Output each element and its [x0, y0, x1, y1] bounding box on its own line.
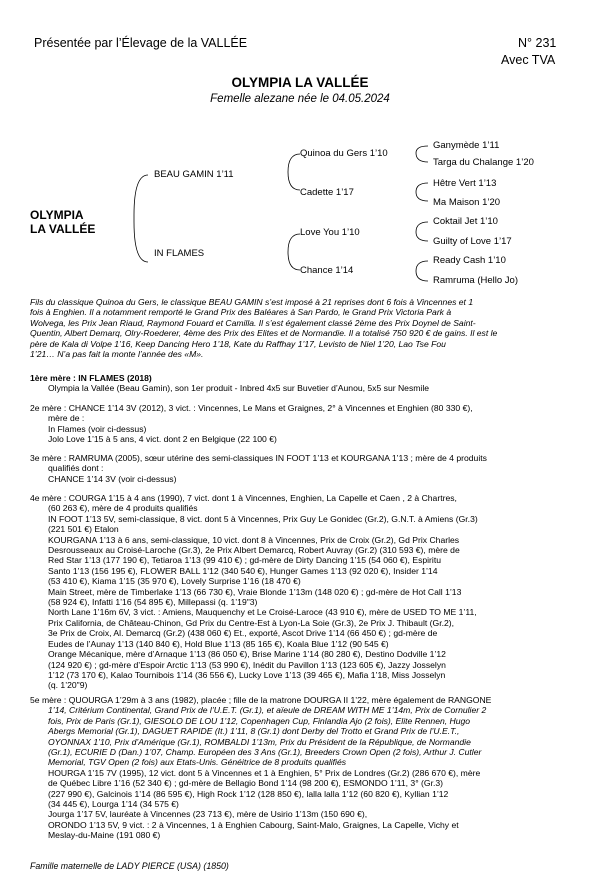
pedigree-dam-dam: Chance 1’14	[300, 265, 354, 276]
section-line: (Gr.1), ECURIE D (Dan.) 1’07, Champ. Européen des 3 Ans (Gr.1), Breeders Crown Open (2 fois), Arthur J. Cutler	[48, 747, 482, 758]
section-line: (53 410 €), Kiama 1’15 (35 970 €), Lovely Surprise 1’16 (18 470 €)	[48, 576, 301, 587]
pedigree-sire: BEAU GAMIN 1’11	[154, 169, 234, 180]
intro-line: Quentin, Albert Demarq, Olry-Roederer, 4ème des Prix des Elites et de Normandie. Il a totalisé 750 920 € de gains. Il est le	[30, 328, 498, 339]
intro-line: père de Kala di Volpe 1’16, Keep Dancing Hero 1’18, Kate du Raffhay 1’17, Levisto de Niel 1’20, Lao Tse Fou	[30, 338, 446, 349]
first-dam-produce: Olympia la Vallée (Beau Gamin), son 1er produit - Inbred 4x5 sur Buvetier d’Aunou, 5x5 sur Nesmile	[48, 383, 430, 394]
section-line: qualifiés dont :	[48, 463, 104, 474]
pedigree-g7: Ready Cash 1’10	[433, 255, 506, 266]
third-dam-produce: CHANCE 1’14 3V (voir ci-dessus)	[48, 473, 177, 484]
section-line: Desrousseaux au Croisé-Laroche (Gr.3), 2e Prix Albert Demarcq, Robert Auvray (Gr.2) (310 593 €), mère de	[48, 545, 460, 556]
second-dam-heading: 2e mère : CHANCE 1’14 3V (2012), 3 vict. : Vincennes, Le Mans et Graignes, 2° à Vincennes et Enghien (80 330 €),	[30, 403, 473, 413]
third-dam-section	[30, 453, 570, 484]
pedigree-horse-name-line2: LA VALLÉE	[30, 222, 96, 236]
fifth-dam-produce: HOURGA 1’15 7V (1995), 12 vict. dont 5 à Vincennes et 1 à Enghien, 5° Prix de Londres (Gr.2) (286 670 €), mère	[48, 767, 481, 778]
pedigree-sire-sire: Quinoa du Gers 1’10	[300, 148, 388, 159]
section-line: fois, Prix de Paris (Gr.1), GIESOLO DE LOU 1’12, Copenhagen Cup, Finlandia Ajo (2 fois), Elite Rennen, Hugo	[48, 715, 471, 726]
section-line: (227 990 €), Galcinois 1’14 (86 595 €), High Rock 1’12 (128 850 €), lalla lalla 1’12 (60 820 €), Kyllian 1’12	[48, 788, 449, 799]
lot-number: N° 231	[518, 36, 557, 50]
first-dam-section	[30, 373, 570, 394]
section-line: (34 445 €), Lourga 1’14 (34 575 €)	[48, 799, 179, 810]
fifth-dam-heading: 5e mère : QUOURGA 1’29m à 3 ans (1982), placée ; fille de la matrone DOURGA II 1’22, mère également de RANGONE	[30, 695, 492, 705]
pedigree-dam-sire: Love You 1’10	[300, 227, 360, 238]
fourth-dam-produce: Orange Mécanique, mère d’Arnaque 1’13 (86 050 €), Brise Marine 1’14 (80 280 €), Destino Dodville 1’12	[48, 649, 446, 660]
section-line: 1’12 (73 170 €), Kalao Tournibois 1’14 (36 556 €), Lucky Love 1’13 (39 465 €), Mafia 1’18, Miss Josselyn	[48, 669, 446, 680]
pedigree-dam: IN FLAMES	[154, 248, 205, 259]
fourth-dam-produce: IN FOOT 1’13 5V, semi-classique, 8 vict. dont 5 à Vincennes, Prix Guy Le Gonidec (Gr.2), G.N.T. à Amiens (Gr.3)	[48, 513, 478, 524]
section-line: OYONNAX 1’10, Prix d’Amérique (Gr.1), ROMBALDI 1’13m, Prix du Président de la République, de Normandie	[48, 736, 471, 747]
section-line: Prix California, de Château-Chinon, Gd Prix du Centre-Est à Lyon-La Soie (Gr.3), 2e Prix J. Thibault (Gr.2),	[48, 617, 454, 628]
section-line: 3e Prix de Croix, Al. Demarcq (Gr.2) (438 060 €) Et., exporté, Ascot Drive 1’14 (66 450 €) ; gd-mère de	[48, 628, 438, 639]
section-line: Red Star 1’13 (177 190 €), Tetiaroa 1’13 (99 410 €) ; gd-mère de Dirty Dancing 1’15 (54 060 €), Espiritu	[48, 555, 441, 566]
presenter-line: Présentée par l’Élevage de la VALLÉE	[34, 36, 248, 50]
sire-description	[30, 297, 570, 359]
section-line: mère de :	[48, 413, 85, 424]
fourth-dam-produce: KOURGANA 1’13 à 6 ans, semi-classique, 10 vict. dont 8 à Vincennes, Prix de Croix (Gr.2), Gd Prix Charles	[48, 534, 460, 545]
fourth-dam-produce: North Lane 1’16m 6V, 3 vict. : Amiens, Mauquenchy et Le Croisé-Laroce (43 910 €), mère de USED TO ME 1’11,	[48, 607, 477, 618]
pedigree-g6: Guilty of Love 1’17	[433, 236, 512, 247]
section-line: (221 501 €) Etalon	[48, 524, 119, 535]
section-line: Meslay-du-Maine (191 080 €)	[48, 830, 161, 841]
section-line: (58 924 €), Infatti 1’16 (54 895 €), Millepassi (q. 1’19"3)	[48, 597, 258, 608]
fifth-dam-produce: ORONDO 1’13 5V, 9 vict. : 2 à Vincennes, 1 à Enghien Cabourg, Saint-Malo, Graignes, La Capelle, Vichy et	[48, 819, 459, 830]
first-dam-heading: 1ère mère : IN FLAMES (2018)	[30, 373, 152, 383]
pedigree-g3: Hêtre Vert 1’13	[433, 178, 497, 189]
fourth-dam-heading: 4e mère : COURGA 1’15 à 4 ans (1990), 7 vict. dont 1 à Vincennes, Enghien, La Capelle et Caen , 2 à Chartres,	[30, 493, 457, 503]
second-dam-produce: Jolo Love 1’15 à 5 ans, 4 vict. dont 2 en Belgique (22 100 €)	[48, 434, 277, 445]
section-line: de Québec Libre 1’16 (52 340 €) ; gd-mère de Bellagio Bond 1’14 (98 200 €), ESMONDO 1’11, 3° (Gr.3)	[48, 778, 443, 789]
third-dam-heading: 3e mère : RAMRUMA (2005), sœur utérine des semi-classiques IN FOOT 1’13 et KOURGANA 1’13 ; mère de 4 produits	[30, 453, 487, 463]
fifth-dam-section	[30, 695, 570, 841]
intro-line: fois à Enghien. Il a notamment remporté le Grand Prix des Baléares à San Pardo, le Grand Prix Victoria Park à	[30, 307, 452, 318]
section-line: (124 920 €) ; gd-mère d’Espoir Arctic 1’13 (53 990 €), Inédit du Pavillon 1’13 (123 605 €), Jazzy Josselyn	[48, 659, 446, 670]
horse-description: Femelle alezane née le 04.05.2024	[210, 93, 390, 105]
intro-line: Fils du classique Quinoa du Gers, le classique BEAU GAMIN s’est imposé à 21 reprises dont 6 fois à Vincennes et 1	[30, 297, 474, 307]
intro-line: 1’21… N’a pas fait la monte l’année des «M».	[30, 349, 204, 360]
second-dam-produce: In Flames (voir ci-dessus)	[48, 423, 147, 434]
tax-status: Avec TVA	[501, 53, 556, 67]
second-dam-section	[30, 403, 570, 445]
section-line: Abergs Memorial (Gr.1), DAGUET RAPIDE (It.) 1’11, 8 (Gr.1) dont Derby del Trotto et Grand Prix de l’U.E.T.,	[48, 726, 460, 737]
pedigree-g4: Ma Maison 1’20	[433, 197, 501, 208]
horse-title: OLYMPIA LA VALLÉE	[231, 75, 369, 90]
intro-line: Wolvega, les Prix Jean Riaud, Raymond Fouard et Camilla. Il s’est également classé 2ème des Prix Doynel de Saint-	[30, 317, 476, 328]
section-line: (q. 1’20"9)	[48, 680, 88, 691]
fifth-dam-produce: Jourga 1’17 5V, lauréate à Vincennes (23 713 €), mère de Usirio 1’13m (150 690 €),	[48, 809, 368, 820]
section-line: Santo 1’13 (156 195 €), FLOWER BALL 1’12 (340 540 €), Hunger Games 1’13 (92 020 €), Insider 1’14	[48, 565, 438, 576]
fourth-dam-section	[30, 493, 570, 691]
pedigree-g1: Ganymède 1’11	[433, 140, 500, 151]
maternal-family-line: Famille maternelle de LADY PIERCE (USA) (1850)	[30, 861, 229, 871]
pedigree-g8: Ramruma (Hello Jo)	[433, 275, 518, 286]
pedigree-horse-name-line1: OLYMPIA	[30, 208, 84, 222]
pedigree-g5: Coktail Jet 1’10	[433, 216, 498, 227]
section-line: 1’14, Critérium Continental, Grand Prix de l’U.E.T. (Gr.1), et aïeule de DREAM WITH ME 1’14m, Prix de Cornulier 2	[48, 705, 487, 716]
section-line: Memorial, TGV Open (2 fois) aux Etats-Unis. Généitrice de 8 produits qualifiés	[48, 757, 347, 768]
section-line: Eudes de l’Aunay 1’13 (140 840 €), Hold Blue 1’13 (85 165 €), Koala Blue 1’12 (90 545 €)	[48, 638, 389, 649]
pedigree-sire-dam: Cadette 1’17	[300, 187, 354, 198]
section-line: (60 263 €), mère de 4 produits qualifiés	[48, 503, 198, 514]
fourth-dam-produce: Main Street, mère de Timberlake 1’13 (66 730 €), Vraie Blonde 1’13m (148 020 €) ; gd-mère de Hot Call 1’13	[48, 586, 462, 597]
pedigree-g2: Targa du Chalange 1’20	[433, 157, 534, 168]
